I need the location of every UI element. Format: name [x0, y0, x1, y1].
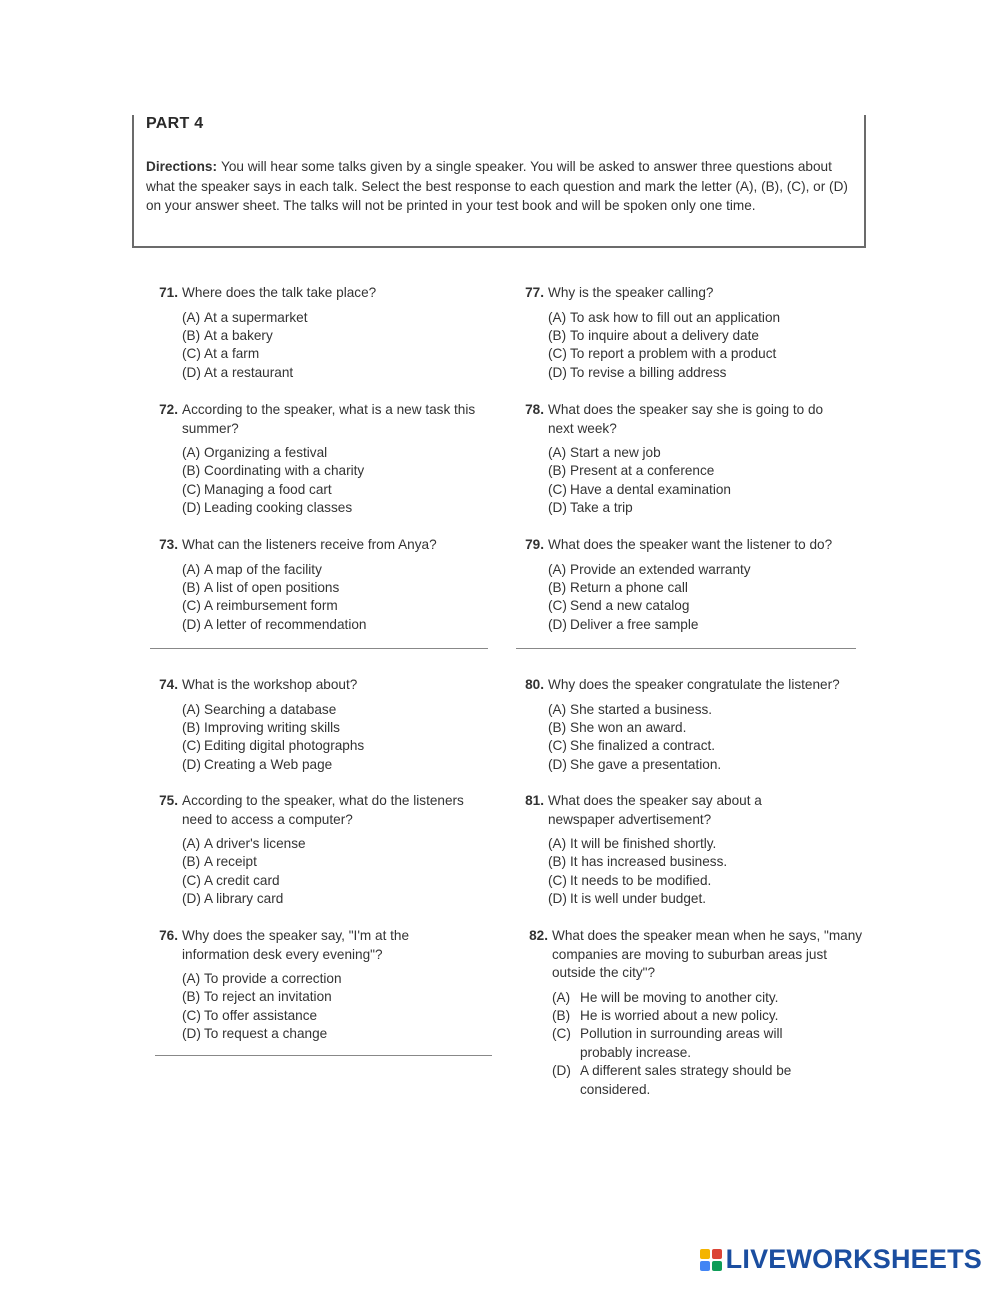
option-b[interactable]: (B) A receipt: [182, 854, 257, 870]
section-divider: [150, 648, 488, 649]
question-text: According to the speaker, what do the listeners need to access a computer?: [182, 793, 464, 827]
question-79: [512, 536, 872, 634]
option-d[interactable]: (D) A letter of recommendation: [182, 616, 367, 632]
option-d[interactable]: (D) Deliver a free sample: [548, 616, 699, 632]
question-81: [512, 792, 812, 909]
option-d[interactable]: (D) Creating a Web page: [182, 756, 333, 772]
question-77: [512, 284, 862, 382]
question-75: [146, 792, 466, 909]
question-text: What can the listeners receive from Anya?: [182, 537, 437, 552]
question-text: Where does the talk take place?: [182, 285, 377, 300]
option-c[interactable]: (C) Editing digital photographs: [182, 738, 365, 754]
question-number: 76.: [159, 928, 178, 943]
section-divider: [155, 1055, 492, 1056]
question-76: [146, 927, 466, 1044]
option-c[interactable]: (C) At a farm: [182, 346, 260, 362]
option-b[interactable]: (B) It has increased business.: [548, 854, 728, 870]
option-c[interactable]: (C) Send a new catalog: [548, 598, 690, 614]
option-a[interactable]: (A) To provide a correction: [182, 971, 342, 986]
option-a[interactable]: (A) A map of the facility: [182, 561, 322, 577]
option-c[interactable]: (C) Have a dental examination: [548, 481, 731, 497]
question-number: 82.: [529, 928, 548, 943]
option-a[interactable]: (A) Provide an extended warranty: [548, 561, 751, 577]
question-73: [146, 536, 488, 634]
option-a[interactable]: (A) It will be finished shortly.: [548, 836, 717, 851]
question-number: 80.: [525, 677, 544, 692]
question-text: Why does the speaker congratulate the listener?: [548, 677, 840, 692]
option-b[interactable]: (B) A list of open positions: [182, 579, 340, 595]
option-d[interactable]: (D) To revise a billing address: [548, 364, 727, 380]
option-d[interactable]: (D) To request a change: [182, 1026, 328, 1042]
option-d[interactable]: (D) A library card: [182, 891, 284, 907]
question-text: What does the speaker mean when he says, "many companies are moving to suburban areas just outside the city"?: [552, 928, 863, 980]
question-80: [512, 676, 872, 774]
option-c[interactable]: (C) Managing a food cart: [182, 481, 332, 497]
question-number: 77.: [525, 285, 544, 300]
option-c[interactable]: (C) Pollution in surrounding areas will probably increase.: [552, 1026, 783, 1060]
question-text: What does the speaker say she is going to do next week?: [548, 402, 824, 436]
option-c[interactable]: (C) To offer assistance: [182, 1007, 318, 1023]
option-d[interactable]: (D) At a restaurant: [182, 364, 294, 380]
question-number: 73.: [159, 537, 178, 552]
question-number: 74.: [159, 677, 178, 692]
question-82: [516, 927, 866, 1099]
liveworksheets-logo: [700, 1244, 982, 1275]
option-b[interactable]: (B) He is worried about a new policy.: [552, 1007, 779, 1023]
option-a[interactable]: (A) A driver's license: [182, 836, 306, 851]
logo-text: LIVEWORKSHEETS: [725, 1244, 982, 1274]
question-text: What is the workshop about?: [182, 677, 358, 692]
question-number: 81.: [525, 793, 544, 808]
question-71: [146, 284, 488, 382]
question-78: [512, 401, 852, 518]
question-text: What does the speaker say about a newspaper advertisement?: [548, 793, 762, 827]
question-text: Why is the speaker calling?: [548, 285, 714, 300]
option-b[interactable]: (B) To inquire about a delivery date: [548, 327, 759, 343]
option-b[interactable]: (B) Coordinating with a charity: [182, 463, 365, 479]
option-a[interactable]: (A) She started a business.: [548, 701, 713, 717]
question-number: 78.: [525, 402, 544, 417]
directions-text: You will hear some talks given by a single speaker. You will be asked to answer three questions about what the speaker says in each talk. Select the best response to each question and mark the letter (A), (B), (C), or (D) on your answer sheet. The talks will not be printed in your test book and will be spoken only one time.: [146, 159, 848, 214]
option-d[interactable]: (D) A different sales strategy should be considered.: [552, 1063, 792, 1097]
part-title: PART 4: [146, 115, 204, 132]
question-72: [146, 401, 492, 518]
option-d[interactable]: (D) Take a trip: [548, 500, 633, 516]
liveworksheets-logo-icon: [700, 1249, 722, 1271]
option-b[interactable]: (B) Present at a conference: [548, 463, 715, 479]
question-number: 72.: [159, 402, 178, 417]
option-b[interactable]: (B) Improving writing skills: [182, 719, 340, 735]
question-number: 71.: [159, 285, 178, 300]
option-b[interactable]: (B) Return a phone call: [548, 579, 688, 595]
question-text: Why does the speaker say, "I'm at the information desk every evening"?: [182, 928, 410, 962]
option-c[interactable]: (C) A reimbursement form: [182, 598, 338, 614]
directions-label: Directions:: [146, 159, 218, 174]
option-c[interactable]: (C) She finalized a contract.: [548, 738, 716, 754]
question-74: [146, 676, 488, 774]
section-divider: [516, 648, 856, 649]
option-d[interactable]: (D) It is well under budget.: [548, 891, 707, 907]
option-b[interactable]: (B) At a bakery: [182, 327, 273, 343]
option-c[interactable]: (C) It needs to be modified.: [548, 872, 712, 888]
option-b[interactable]: (B) She won an award.: [548, 719, 687, 735]
option-c[interactable]: (C) To report a problem with a product: [548, 346, 777, 362]
option-a[interactable]: (A) He will be moving to another city.: [552, 989, 779, 1005]
option-a[interactable]: (A) Organizing a festival: [182, 445, 328, 460]
directions: [146, 157, 858, 216]
question-number: 75.: [159, 793, 178, 808]
option-d[interactable]: (D) She gave a presentation.: [548, 756, 722, 772]
option-a[interactable]: (A) At a supermarket: [182, 309, 308, 325]
option-a[interactable]: (A) Start a new job: [548, 445, 661, 460]
option-a[interactable]: (A) Searching a database: [182, 701, 337, 717]
option-d[interactable]: (D) Leading cooking classes: [182, 500, 353, 516]
question-text: According to the speaker, what is a new task this summer?: [182, 402, 476, 436]
option-b[interactable]: (B) To reject an invitation: [182, 989, 332, 1005]
option-c[interactable]: (C) A credit card: [182, 872, 280, 888]
question-number: 79.: [525, 537, 544, 552]
option-a[interactable]: (A) To ask how to fill out an application: [548, 309, 781, 325]
question-text: What does the speaker want the listener to do?: [548, 537, 833, 552]
